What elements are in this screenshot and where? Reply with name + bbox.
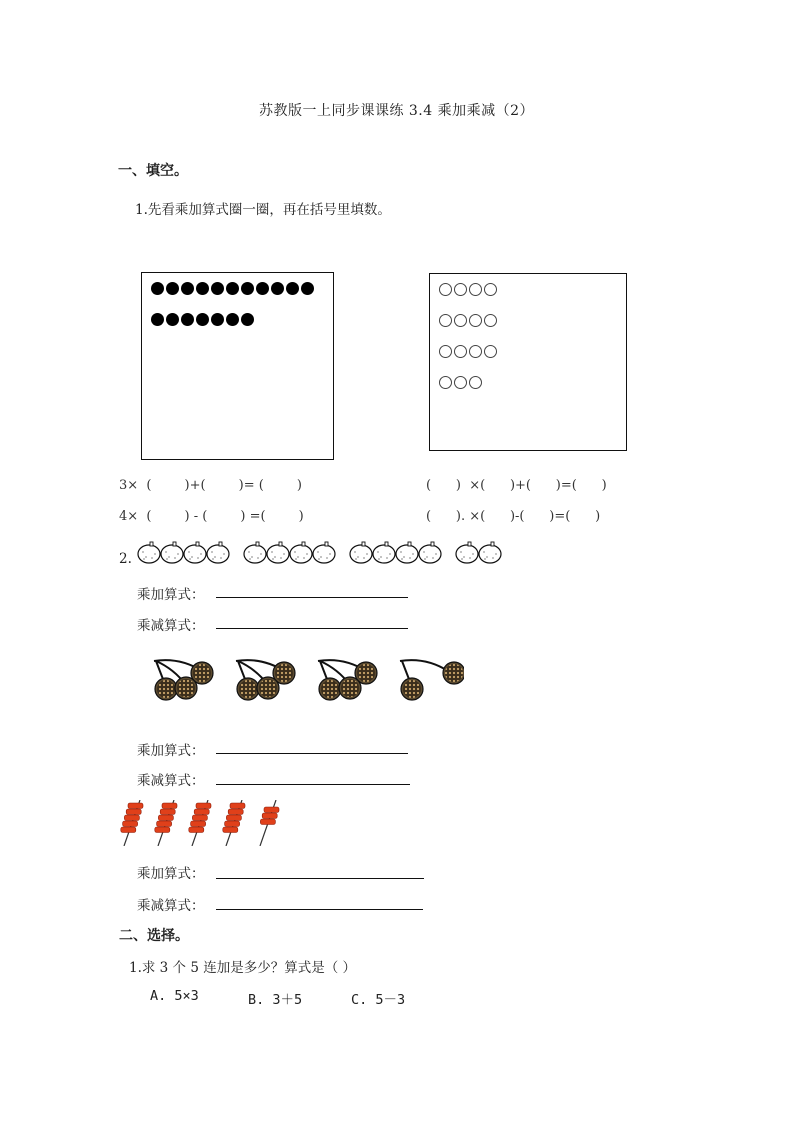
- skewers-add-label: 乘加算式：: [137, 866, 205, 882]
- oranges-add-label: 乘加算式：: [137, 587, 205, 603]
- hollow-circles-row-3: [439, 345, 497, 358]
- hollow-circles-row-1: [439, 283, 497, 296]
- hollow-circle-icon: [454, 314, 467, 327]
- orange-icon: [266, 540, 290, 564]
- orange-icon: [160, 540, 184, 564]
- hollow-circle-icon: [469, 314, 482, 327]
- orange-icon: [455, 540, 479, 564]
- orange-icon: [137, 540, 161, 564]
- hollow-circle-icon: [454, 376, 467, 389]
- oranges-row: [137, 540, 515, 564]
- hollow-circle-icon: [439, 376, 452, 389]
- cherries-add-answer-line[interactable]: [216, 753, 408, 754]
- candied-haw-skewer-icon: [152, 800, 178, 846]
- page-title: 苏教版一上同步课课练 3.4 乘加乘减（2）: [258, 103, 535, 119]
- hollow-circle-icon: [484, 314, 497, 327]
- filled-circle-icon: [151, 313, 164, 326]
- filled-dots-row-2: [151, 313, 254, 326]
- hollow-circles-box[interactable]: [429, 273, 627, 451]
- item-group: [349, 540, 441, 564]
- orange-icon: [372, 540, 396, 564]
- cherry-bunch-icon: [150, 655, 218, 703]
- section-heading-fill-blank: 一、填空。: [118, 163, 188, 179]
- candied-haw-skewer-icon: [118, 800, 144, 846]
- choice-option-c[interactable]: C. 5－3: [351, 992, 406, 1008]
- filled-circle-icon: [181, 282, 194, 295]
- cherries-row: [150, 655, 478, 703]
- skewers-add-answer-line[interactable]: [216, 878, 424, 879]
- filled-circle-icon: [151, 282, 164, 295]
- orange-icon: [312, 540, 336, 564]
- item-group: [243, 540, 335, 564]
- skewers-sub-answer-line[interactable]: [216, 909, 423, 910]
- filled-circle-icon: [226, 282, 239, 295]
- filled-circle-icon: [211, 313, 224, 326]
- right-equation-add[interactable]: ( ) ×( )+( )=( ): [426, 478, 607, 493]
- filled-circle-icon: [196, 313, 209, 326]
- skewers-row: [118, 800, 288, 846]
- hollow-circle-icon: [469, 376, 482, 389]
- filled-dots-row-1: [151, 282, 314, 295]
- hollow-circle-icon: [439, 345, 452, 358]
- hollow-circle-icon: [469, 345, 482, 358]
- candied-haw-skewer-icon: [186, 800, 212, 846]
- right-equation-subtract[interactable]: ( ). ×( )-( )=( ): [426, 509, 601, 524]
- cherries-sub-label: 乘减算式：: [137, 773, 205, 789]
- orange-icon: [183, 540, 207, 564]
- choice-option-b[interactable]: B. 3＋5: [248, 992, 303, 1008]
- choice-option-a[interactable]: A. 5×3: [150, 988, 199, 1004]
- oranges-add-answer-line[interactable]: [216, 597, 408, 598]
- cherry-bunch-icon: [396, 655, 464, 703]
- cherry-bunch-icon: [314, 655, 382, 703]
- filled-circle-icon: [166, 313, 179, 326]
- oranges-sub-answer-line[interactable]: [216, 628, 408, 629]
- hollow-circle-icon: [484, 345, 497, 358]
- hollow-circle-icon: [454, 345, 467, 358]
- filled-circle-icon: [286, 282, 299, 295]
- hollow-circle-icon: [469, 283, 482, 296]
- hollow-circle-icon: [484, 283, 497, 296]
- filled-dots-box[interactable]: [141, 272, 334, 460]
- hollow-circle-icon: [454, 283, 467, 296]
- cherries-sub-answer-line[interactable]: [216, 784, 410, 785]
- filled-circle-icon: [181, 313, 194, 326]
- orange-icon: [349, 540, 373, 564]
- candied-haw-skewer-icon: [254, 800, 280, 846]
- cherry-bunch-icon: [232, 655, 300, 703]
- left-equation-subtract[interactable]: 4× ( ) - ( ) =( ): [119, 509, 304, 524]
- skewers-sub-label: 乘减算式：: [137, 898, 205, 914]
- hollow-circles-row-4: [439, 376, 482, 389]
- filled-circle-icon: [256, 282, 269, 295]
- orange-icon: [289, 540, 313, 564]
- filled-circle-icon: [196, 282, 209, 295]
- left-equation-add[interactable]: 3× ( )+( )= ( ): [119, 478, 302, 493]
- hollow-circles-row-2: [439, 314, 497, 327]
- item-group: [137, 540, 229, 564]
- candied-haw-skewer-icon: [220, 800, 246, 846]
- question-2-number: 2.: [119, 551, 132, 567]
- item-group: [455, 540, 501, 564]
- filled-circle-icon: [211, 282, 224, 295]
- question-1-prompt: 1.先看乘加算式圈一圈，再在括号里填数。: [135, 202, 391, 218]
- orange-icon: [418, 540, 442, 564]
- filled-circle-icon: [271, 282, 284, 295]
- filled-circle-icon: [301, 282, 314, 295]
- orange-icon: [243, 540, 267, 564]
- orange-icon: [206, 540, 230, 564]
- filled-circle-icon: [226, 313, 239, 326]
- oranges-sub-label: 乘减算式：: [137, 618, 205, 634]
- filled-circle-icon: [166, 282, 179, 295]
- hollow-circle-icon: [439, 283, 452, 296]
- cherries-add-label: 乘加算式：: [137, 743, 205, 759]
- filled-circle-icon: [241, 282, 254, 295]
- section-heading-choice: 二、选择。: [119, 928, 189, 944]
- hollow-circle-icon: [439, 314, 452, 327]
- orange-icon: [478, 540, 502, 564]
- filled-circle-icon: [241, 313, 254, 326]
- orange-icon: [395, 540, 419, 564]
- choice-question-1-prompt: 1.求 3 个 5 连加是多少？算式是（ ）: [129, 960, 357, 976]
